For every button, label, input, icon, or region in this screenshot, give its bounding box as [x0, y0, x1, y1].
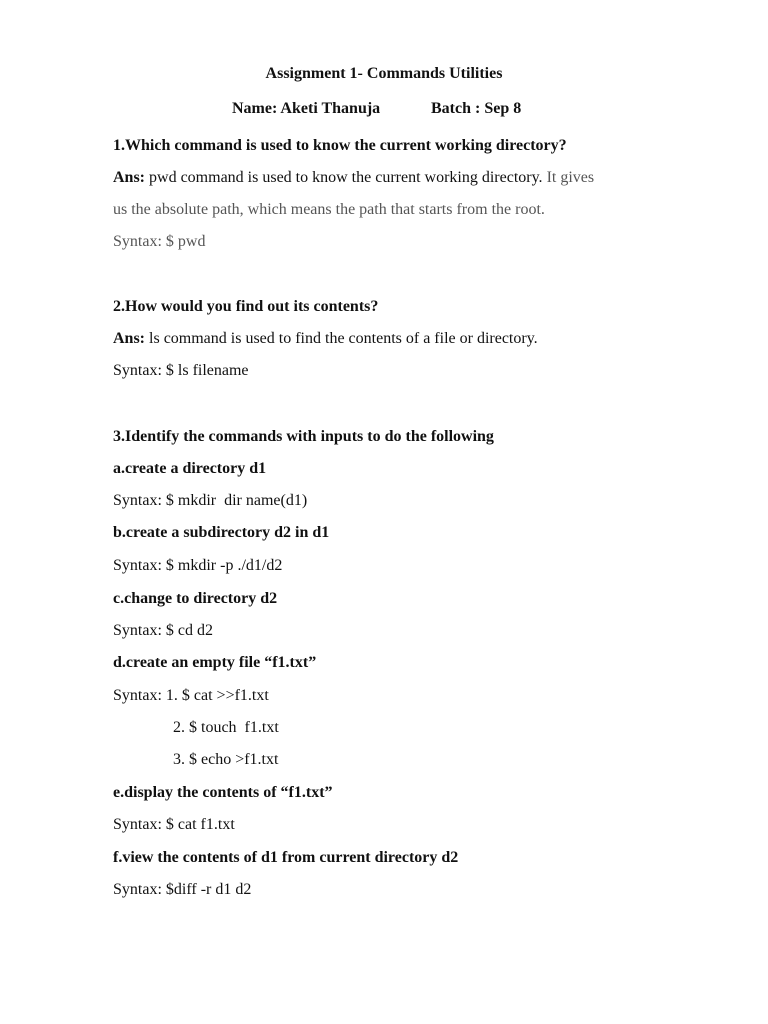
syntax-b: Syntax: $ mkdir -p ./d1/d2 — [113, 557, 283, 574]
syntax-c: Syntax: $ cd d2 — [113, 622, 213, 639]
question-2: 2.How would you find out its contents? — [113, 298, 379, 315]
syntax-a: Syntax: $ mkdir dir name(d1) — [113, 492, 308, 509]
answer-1-line-1 — [113, 168, 594, 188]
student-name: Name: Aketi Thanuja — [232, 100, 381, 117]
syntax-e: Syntax: $ cat f1.txt — [113, 816, 235, 833]
task-a: a.create a directory d1 — [113, 460, 267, 477]
syntax-d-1: Syntax: 1. $ cat >>f1.txt — [113, 687, 269, 704]
question-1: 1.Which command is used to know the current working directory? — [113, 137, 567, 154]
task-b: b.create a subdirectory d2 in d1 — [113, 524, 330, 541]
answer-1-text: pwd command is used to know the current working directory. — [145, 169, 547, 186]
answer-label: Ans: — [113, 330, 146, 347]
question-3: 3.Identify the commands with inputs to do the following — [113, 428, 494, 445]
answer-label: Ans: — [113, 169, 146, 186]
answer-1-text-continued: It gives — [546, 169, 595, 186]
document-title: Assignment 1- Commands Utilities — [265, 65, 503, 82]
batch-info: Batch : Sep 8 — [431, 100, 522, 117]
syntax-d-2: 2. $ touch f1.txt — [173, 719, 279, 736]
syntax-d-3: 3. $ echo >f1.txt — [173, 751, 279, 768]
task-c: c.change to directory d2 — [113, 590, 278, 607]
task-f: f.view the contents of d1 from current directory d2 — [113, 849, 459, 866]
syntax-f: Syntax: $diff -r d1 d2 — [113, 881, 252, 898]
task-d: d.create an empty file “f1.txt” — [113, 654, 317, 671]
answer-2-text: ls command is used to find the contents of a file or directory. — [145, 330, 538, 347]
task-e: e.display the contents of “f1.txt” — [113, 784, 333, 801]
syntax-1: Syntax: $ pwd — [113, 233, 206, 250]
answer-1-line-2: us the absolute path, which means the path that starts from the root. — [113, 201, 545, 218]
syntax-2: Syntax: $ ls filename — [113, 362, 249, 379]
answer-2 — [113, 329, 538, 349]
